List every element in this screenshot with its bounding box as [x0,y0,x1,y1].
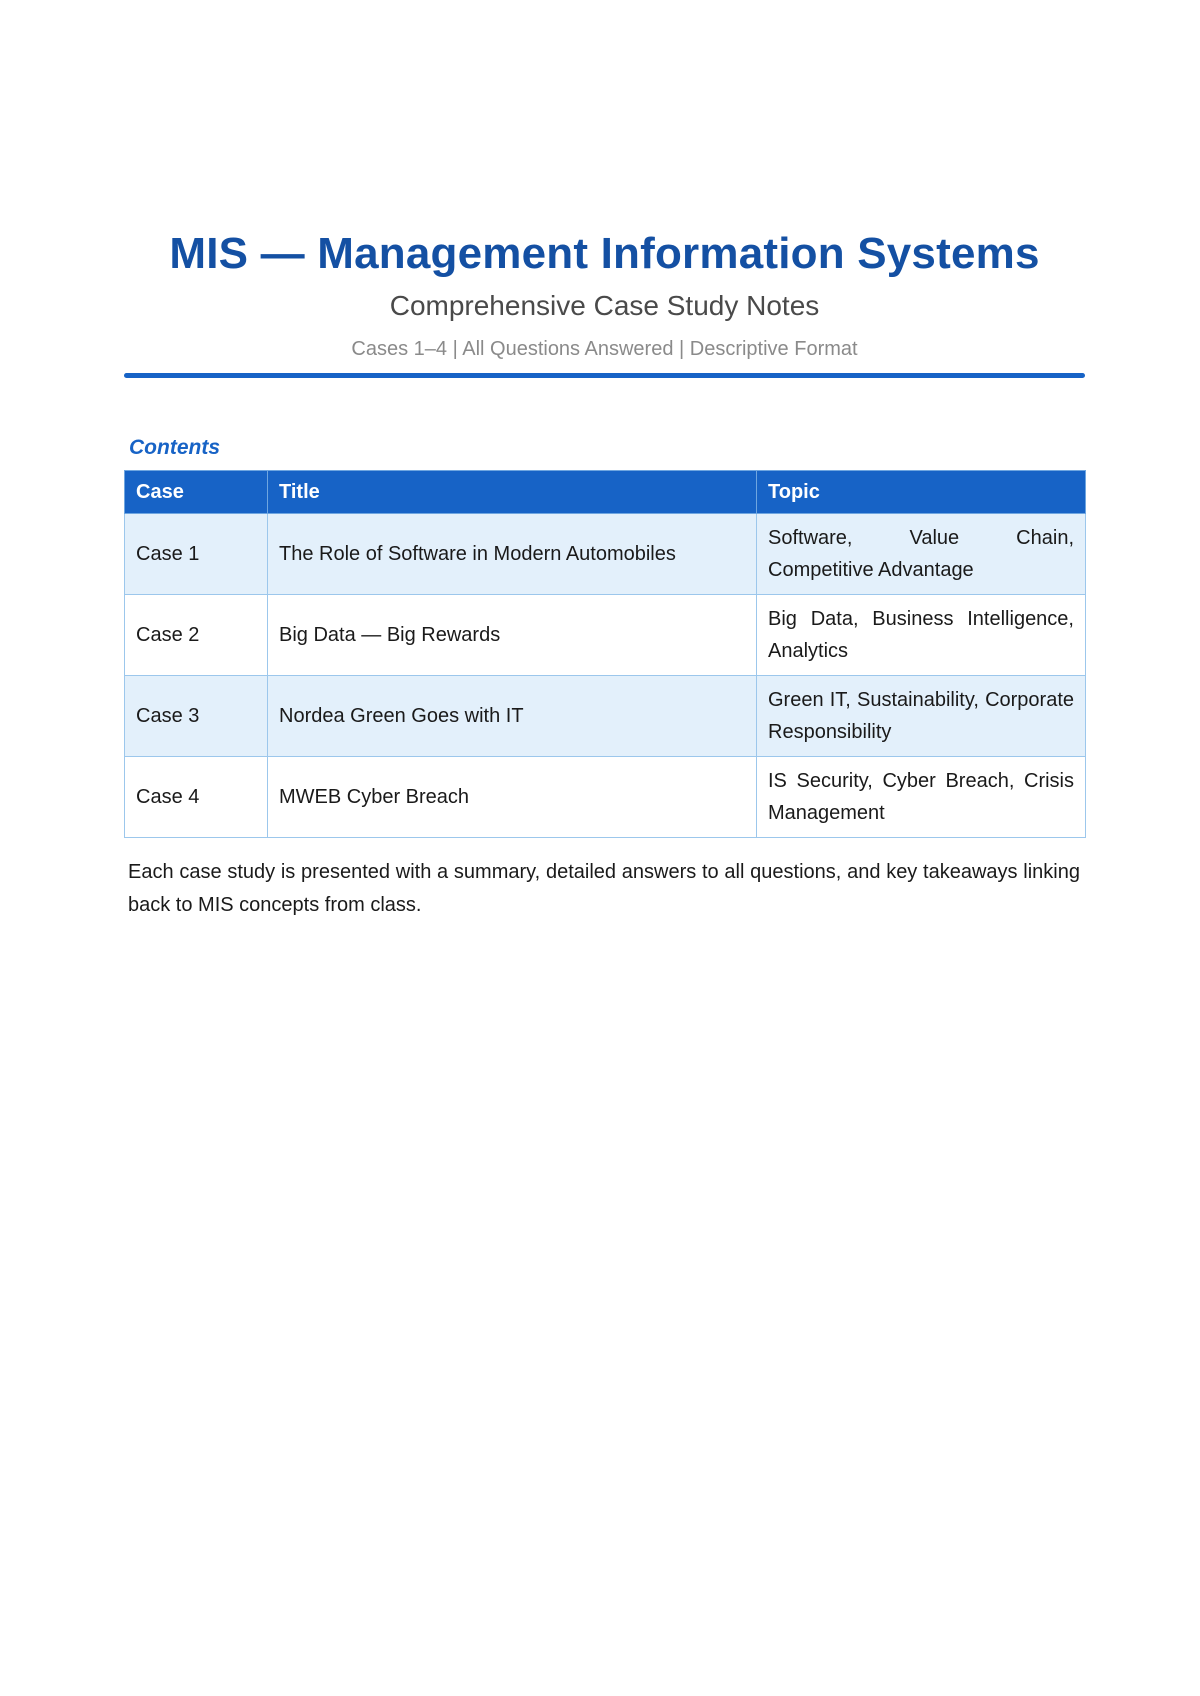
document-tagline: Cases 1–4 | All Questions Answered | Descriptive Format [351,338,858,360]
document-subtitle: Comprehensive Case Study Notes [389,290,820,321]
cell-case: Case 3 [125,676,268,757]
header-topic: Topic [757,471,1086,514]
cell-case: Case 4 [125,757,268,838]
cell-title: MWEB Cyber Breach [268,757,757,838]
document-title: MIS — Management Information Systems [169,229,1040,278]
cell-topic: Green IT, Sustainability, Corporate Responsibility [757,676,1086,757]
table-header-row [125,471,1086,514]
table-row [125,514,1086,595]
intro-paragraph: Each case study is presented with a summary, detailed answers to all questions, and key takeaways linking back to MIS concepts from class. [128,861,1080,916]
cell-title: Big Data — Big Rewards [268,595,757,676]
cell-case: Case 1 [125,514,268,595]
table-row [125,595,1086,676]
contents-table [124,470,1086,838]
cell-topic: Big Data, Business Intelligence, Analytics [757,595,1086,676]
document-page [124,226,1085,922]
table-row [125,676,1086,757]
cell-topic: Software, Value Chain, Competitive Advantage [757,514,1086,595]
cell-topic: IS Security, Cyber Breach, Crisis Management [757,757,1086,838]
contents-heading: Contents [129,436,220,459]
table-row [125,757,1086,838]
title-divider [124,373,1085,378]
header-title: Title [268,471,757,514]
cell-title: Nordea Green Goes with IT [268,676,757,757]
cell-title: The Role of Software in Modern Automobiles [268,514,757,595]
header-case: Case [125,471,268,514]
cell-case: Case 2 [125,595,268,676]
